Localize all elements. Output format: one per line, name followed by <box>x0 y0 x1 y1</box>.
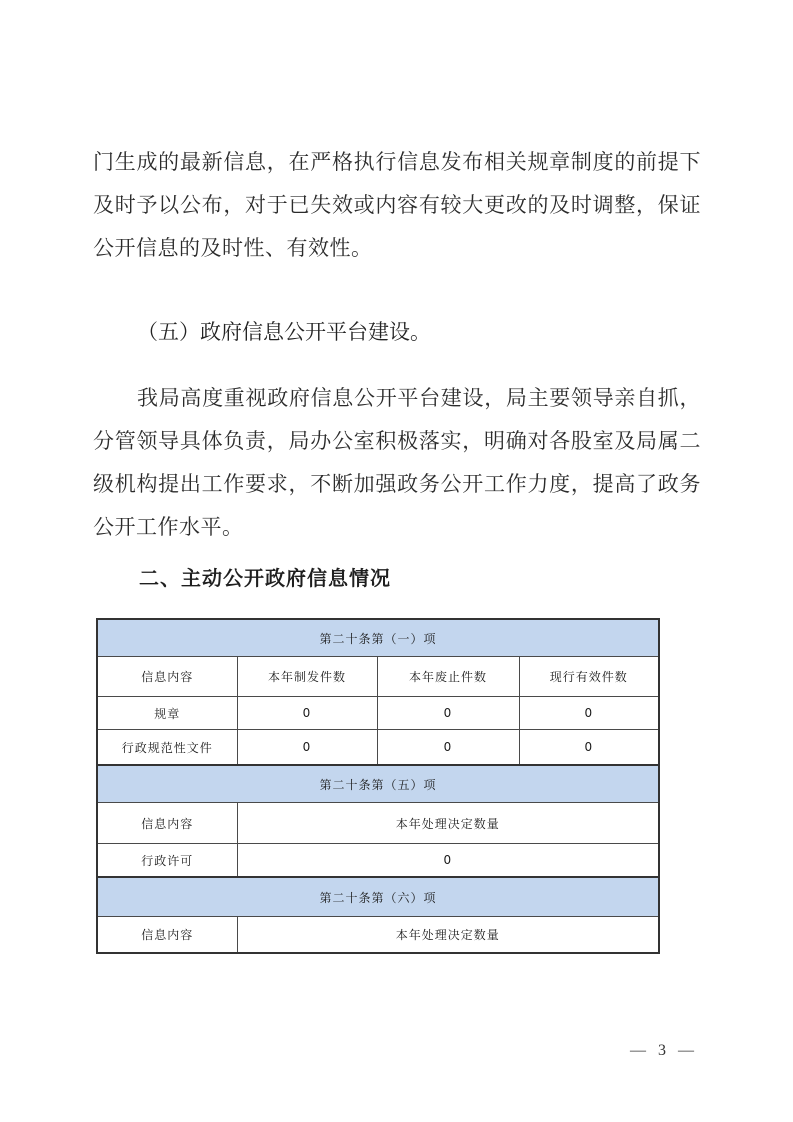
cell-value: 0 <box>237 844 659 878</box>
table-section-header-row <box>97 765 659 803</box>
page-number: — 3 — <box>630 1042 696 1059</box>
paragraph-continuation: 门生成的最新信息，在严格执行信息发布相关规章制度的前提下及时予以公布，对于已失效或内容有较大更改的及时调整，保证公开信息的及时性、有效性。 <box>93 150 701 260</box>
section-title-article20-item1: 第二十条第（一）项 <box>97 619 659 657</box>
table-row <box>97 697 659 730</box>
table-section-header-row <box>97 619 659 657</box>
heading-section-five: （五）政府信息公开平台建设。 <box>137 320 431 344</box>
heading-section-two: 二、主动公开政府信息情况 <box>139 566 391 590</box>
table-column-header-row <box>97 917 659 954</box>
col-header-info-content: 信息内容 <box>97 657 237 697</box>
col-header-decisions-this-year: 本年处理决定数量 <box>237 917 659 954</box>
cell-value: 0 <box>519 697 659 730</box>
disclosure-info-table <box>96 618 660 954</box>
section-title-article20-item5: 第二十条第（五）项 <box>97 765 659 803</box>
table-column-header-row <box>97 657 659 697</box>
row-label-regulations: 规章 <box>97 697 237 730</box>
cell-value: 0 <box>377 730 519 766</box>
table-section-header-row <box>97 877 659 917</box>
col-header-issued-this-year: 本年制发件数 <box>237 657 377 697</box>
cell-value: 0 <box>519 730 659 766</box>
cell-value: 0 <box>377 697 519 730</box>
paragraph-platform-construction: 我局高度重视政府信息公开平台建设，局主要领导亲自抓，分管领导具体负责，局办公室积极落实，明确对各股室及局属二级机构提出工作要求，不断加强政务公开工作力度，提高了政务公开工作水平。 <box>93 386 701 539</box>
section-title-article20-item6: 第二十条第（六）项 <box>97 877 659 917</box>
cell-value: 0 <box>237 730 377 766</box>
col-header-repealed-this-year: 本年废止件数 <box>377 657 519 697</box>
col-header-currently-valid: 现行有效件数 <box>519 657 659 697</box>
col-header-decisions-this-year: 本年处理决定数量 <box>237 803 659 844</box>
row-label-normative-documents: 行政规范性文件 <box>97 730 237 766</box>
table-row <box>97 844 659 878</box>
table-column-header-row <box>97 803 659 844</box>
row-label-administrative-license: 行政许可 <box>97 844 237 878</box>
col-header-info-content: 信息内容 <box>97 803 237 844</box>
table-row <box>97 730 659 766</box>
cell-value: 0 <box>237 697 377 730</box>
col-header-info-content: 信息内容 <box>97 917 237 954</box>
